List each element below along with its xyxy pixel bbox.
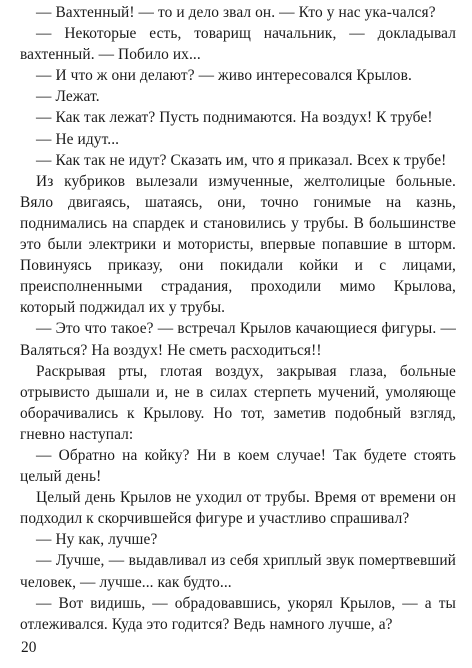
paragraph: — Ну как, лучше? bbox=[36, 531, 158, 549]
paragraph: — Как так не идут? Сказать им, что я приказал. Всех к трубе! bbox=[36, 151, 447, 169]
paragraph: — Некоторые есть, товарищ начальник, — докладывал вахтенный. — Побило их... bbox=[20, 25, 456, 64]
paragraph: Целый день Крылов не уходил от трубы. Время от времени он подходил к скорчившейся фигуре и участливо спрашивал? bbox=[20, 489, 456, 528]
paragraph: — Обратно на койку? Ни в коем случае! Так будете стоять целый день! bbox=[20, 446, 456, 486]
body-text bbox=[20, 2, 456, 635]
paragraph: — Лежат. bbox=[36, 88, 100, 106]
paragraph: — Вот видишь, — обрадовавшись, укорял Крылов, — а ты отлеживался. Куда это годится? Ведь намного лучше, а? bbox=[20, 594, 456, 633]
paragraph: — Как так лежат? Пусть поднимаются. На воздух! К трубе! bbox=[36, 109, 433, 127]
page-number: 20 bbox=[21, 639, 37, 656]
paragraph: — Вахтенный! — то и дело звал он. — Кто у нас ука-чался? bbox=[36, 4, 436, 21]
paragraph: — И что ж они делают? — живо интересовался Крылов. bbox=[36, 67, 412, 85]
paragraph: — Это что такое? — встречал Крылов качающиеся фигуры. — Валяться? На воздух! Не сметь расходиться!! bbox=[20, 320, 456, 359]
paragraph: — Не идут... bbox=[36, 130, 120, 148]
paragraph: Раскрывая рты, глотая воздух, закрывая глаза, больные отрывисто дышали и, не в силах стерпеть мучений, умоляюще оборачивались к Крылову. Но тот, заметив подобный взгляд, гневно наступал: bbox=[20, 362, 456, 443]
paragraph: — Лучше, — выдавливал из себя хриплый звук помертвевший человек, — лучше... как будто... bbox=[20, 552, 456, 591]
paragraph: Из кубриков вылезали измученные, желтолицые больные. Вяло двигаясь, шатаясь, они, точно гонимые на казнь, поднимались на спардек и становились у трубы. В большинстве это были электрики и мотористы, впервые попавшие в шторм. Повинуясь приказу, они покидали койки и с лицами, преисполненными страдания, проходили мимо Крылова, который поджидал их у трубы. bbox=[20, 172, 456, 317]
